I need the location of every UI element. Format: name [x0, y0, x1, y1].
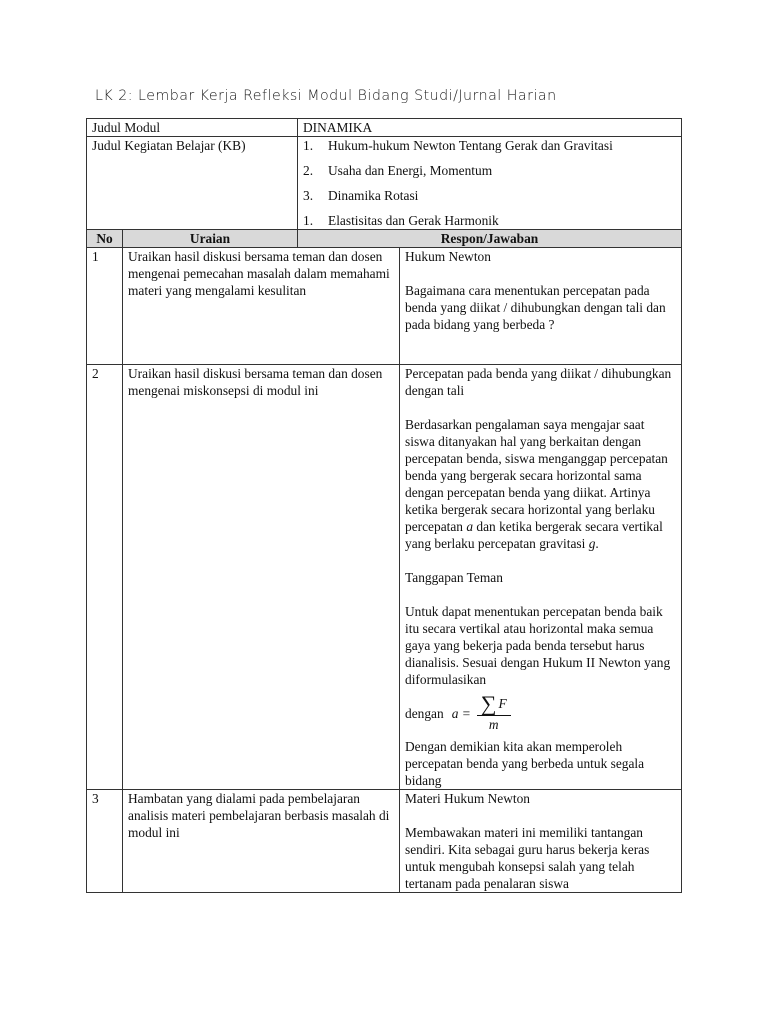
column-header-row — [87, 230, 682, 248]
variable-a: a — [466, 519, 474, 534]
formula-prefix: dengan — [405, 705, 444, 721]
formula-numerator: F — [498, 696, 507, 711]
kb-list — [303, 137, 676, 229]
respon-title: Hukum Newton — [405, 249, 491, 264]
row-number: 3 — [87, 790, 123, 893]
kb-item — [303, 162, 676, 187]
formula-fraction — [477, 690, 511, 734]
row-respon — [400, 790, 682, 893]
kb-item-text: Hukum-hukum Newton Tentang Gerak dan Gravitasi — [328, 138, 613, 153]
formula-lhs: a = — [451, 705, 471, 721]
formula-denominator: m — [488, 716, 499, 732]
kb-item-text: Usaha dan Energi, Momentum — [328, 163, 493, 178]
row-uraian: Uraikan hasil diskusi bersama teman dan dosen mengenai pemecahan masalah dalam memahami materi yang mengalami kesulitan — [123, 248, 400, 365]
kb-item-number: 2. — [303, 163, 314, 178]
kb-item — [303, 212, 676, 229]
kb-item-text: Dinamika Rotasi — [328, 188, 419, 203]
sigma-symbol: ∑ — [480, 690, 497, 716]
row-uraian: Hambatan yang dialami pada pembelajaran analisis materi pembelajaran berbasis masalah di modul ini — [123, 790, 400, 893]
table-row — [87, 790, 682, 893]
respon-paragraph: Untuk dapat menentukan percepatan benda baik itu secara vertikal atau horizontal maka semua gaya yang bekerja pada benda tersebut harus dianalisis. Sesuai dengan Hukum II Newton yang diformulasikan — [405, 604, 671, 687]
reflection-table — [86, 118, 682, 893]
table-row — [87, 248, 682, 365]
kb-row — [87, 137, 682, 230]
respon-title: Materi Hukum Newton — [405, 791, 530, 806]
row-number: 2 — [87, 365, 123, 790]
kb-item-number: 1. — [303, 138, 314, 153]
row-number: 1 — [87, 248, 123, 365]
kb-item-number: 1. — [303, 213, 314, 228]
respon-title: Percepatan pada benda yang diikat / dihubungkan dengan tali — [405, 366, 672, 398]
modul-label: Judul Modul — [87, 119, 298, 137]
variable-g: g — [588, 536, 596, 551]
kb-item-number: 3. — [303, 188, 314, 203]
respon-paragraph: Bagaimana cara menentukan percepatan pada benda yang diikat / dihubungkan dengan tali dan pada bidang yang berbeda ? — [405, 283, 666, 332]
table-row — [87, 365, 682, 790]
document-title: LK 2: Lembar Kerja Refleksi Modul Bidang Studi/Jurnal Harian — [95, 88, 557, 104]
header-no: No — [87, 230, 123, 248]
kb-label: Judul Kegiatan Belajar (KB) — [87, 137, 298, 230]
row-uraian: Uraikan hasil diskusi bersama teman dan dosen mengenai miskonsepsi di modul ini — [123, 365, 400, 790]
respon-subtitle: Tanggapan Teman — [405, 570, 503, 585]
row-respon — [400, 248, 682, 365]
header-respon: Respon/Jawaban — [298, 230, 682, 248]
modul-row — [87, 119, 682, 137]
kb-item-text: Elastisitas dan Gerak Harmonik — [328, 213, 499, 228]
newton-formula — [405, 688, 676, 738]
respon-paragraph: Membawakan materi ini memiliki tantangan sendiri. Kita sebagai guru harus bekerja keras untuk mengubah konsepsi salah yang telah tertanam pada penalaran siswa — [405, 825, 650, 891]
modul-value: DINAMIKA — [298, 119, 682, 137]
kb-item — [303, 137, 676, 162]
row-respon — [400, 365, 682, 790]
header-uraian: Uraian — [123, 230, 298, 248]
respon-paragraph: Berdasarkan pengalaman saya mengajar saat siswa ditanyakan hal yang berkaitan dengan percepatan benda, siswa menganggap percepatan benda yang bergerak secara horizontal sama dengan percepatan benda yang diikat. Artinya ketika bergerak secara horizontal yang berlaku percepatan a dan ketika bergerak secara vertikal yang berlaku percepatan gravitasi g. — [405, 417, 668, 551]
respon-paragraph: Dengan demikian kita akan memperoleh percepatan benda yang berbeda untuk segala bidang — [405, 739, 645, 788]
kb-item — [303, 187, 676, 212]
kb-list-cell — [298, 137, 682, 230]
